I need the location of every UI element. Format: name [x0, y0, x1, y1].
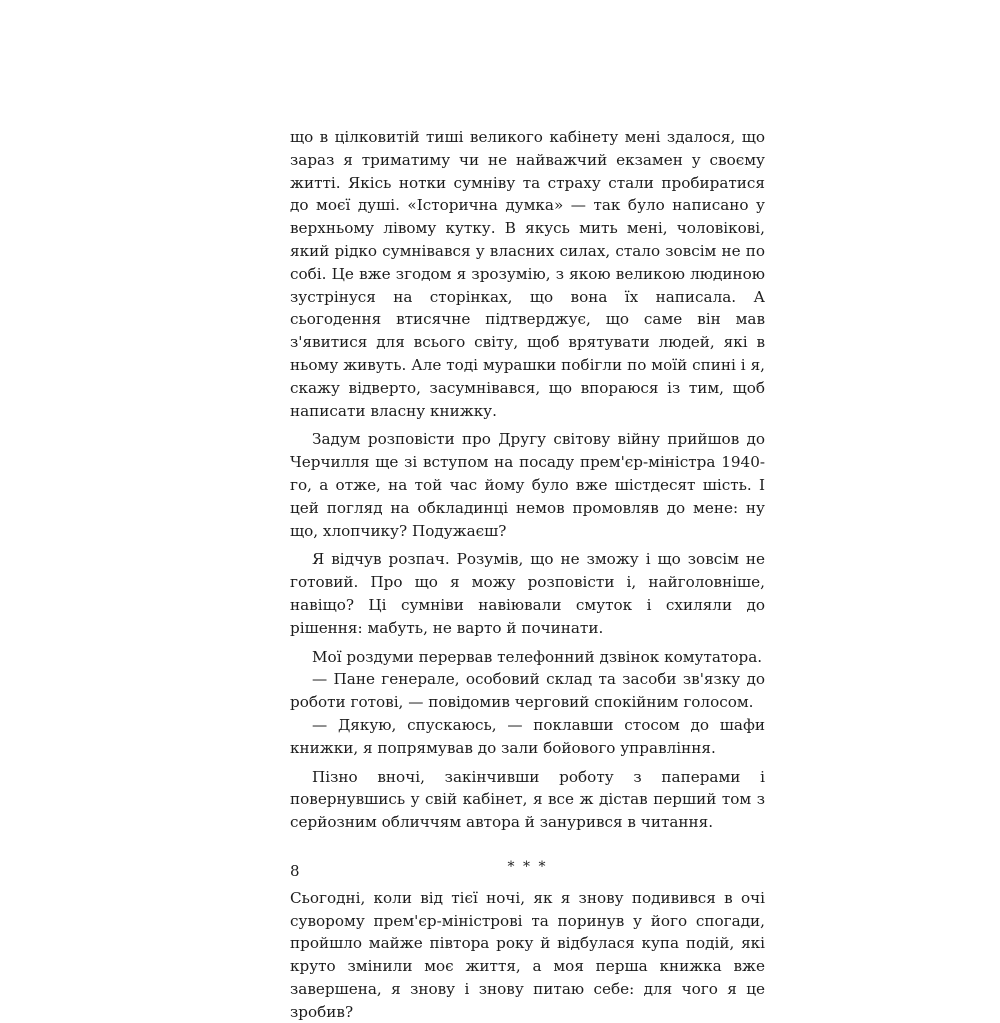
- dialogue-line-1: — Пане генерале, особовий склад та засоби зв'язку до роботи готові, — повідомив черговий спокійним голосом.: [290, 670, 765, 712]
- dialogue-line-2: — Дякую, спускаюсь, — поклавши стосом до шафи книжки, я попрямував до зали бойового управління.: [290, 715, 765, 757]
- paragraph-1: що в цілковитій тиші великого кабінету мені здалося, що зараз я триматиму чи не найважчий екзамен у своєму житті. Якісь нотки сумніву та страху стали пробиратися до моєї душі. «Історична думка» — так було написано у верхньому лівому кутку. В якусь мить мені, чоловікові, який рідко сумнівався у власних силах, стало зовсім не по собі. Це вже згодом я зрозумію, з якою великою людиною зустрінуся на сторінках, що вона їх написала. А сьогодення втисячне підтверджує, що саме він мав з'явитися для всього світу, щоб врятувати людей, які в ньому живуть. Але тоді мурашки побігли по моїй спині і я, скажу відверто, засумнівався, що впораюся із тим, щоб написати власну книжку.: [290, 128, 765, 420]
- paragraph-after-divider: Сьогодні, коли від тієї ночі, як я знову подивився в очі суворому прем'єр-міністрові та поринув у його спогади, пройшло майже півтора року й відбулася купа подій, які круто змінили моє життя, а моя перша книжка вже завершена, я знову і знову питаю себе: для чого я це зробив?: [290, 888, 765, 1021]
- section-divider: * * *: [507, 858, 548, 875]
- paragraph-2: Задум розповісти про Другу світову війну прийшов до Черчилля ще зі вступом на посаду прем'єр-міністра 1940-го, а отже, на той час йому було вже шістдесят шість. І цей погляд на обкладинці немов промовляв до мене: ну що, хлопчику? Подужаєш?: [290, 430, 765, 540]
- paragraph-5: Пізно вночі, закінчивши роботу з паперами і повернувшись у свій кабінет, я все ж дістав перший том з серйозним обличчям автора й занурився в читання.: [290, 767, 765, 832]
- paragraph-3: Я відчув розпач. Розумів, що не зможу і що зовсім не готовий. Про що я можу розповісти і, найголовніше, навіщо? Ці сумніви навіювали смуток і схиляли до рішення: мабуть, не варто й починати.: [290, 550, 765, 637]
- paragraph-4: Мої роздуми перервав телефонний дзвінок комутатора.: [312, 647, 763, 666]
- page-number: 8: [290, 862, 300, 880]
- page-text: [290, 126, 765, 1023]
